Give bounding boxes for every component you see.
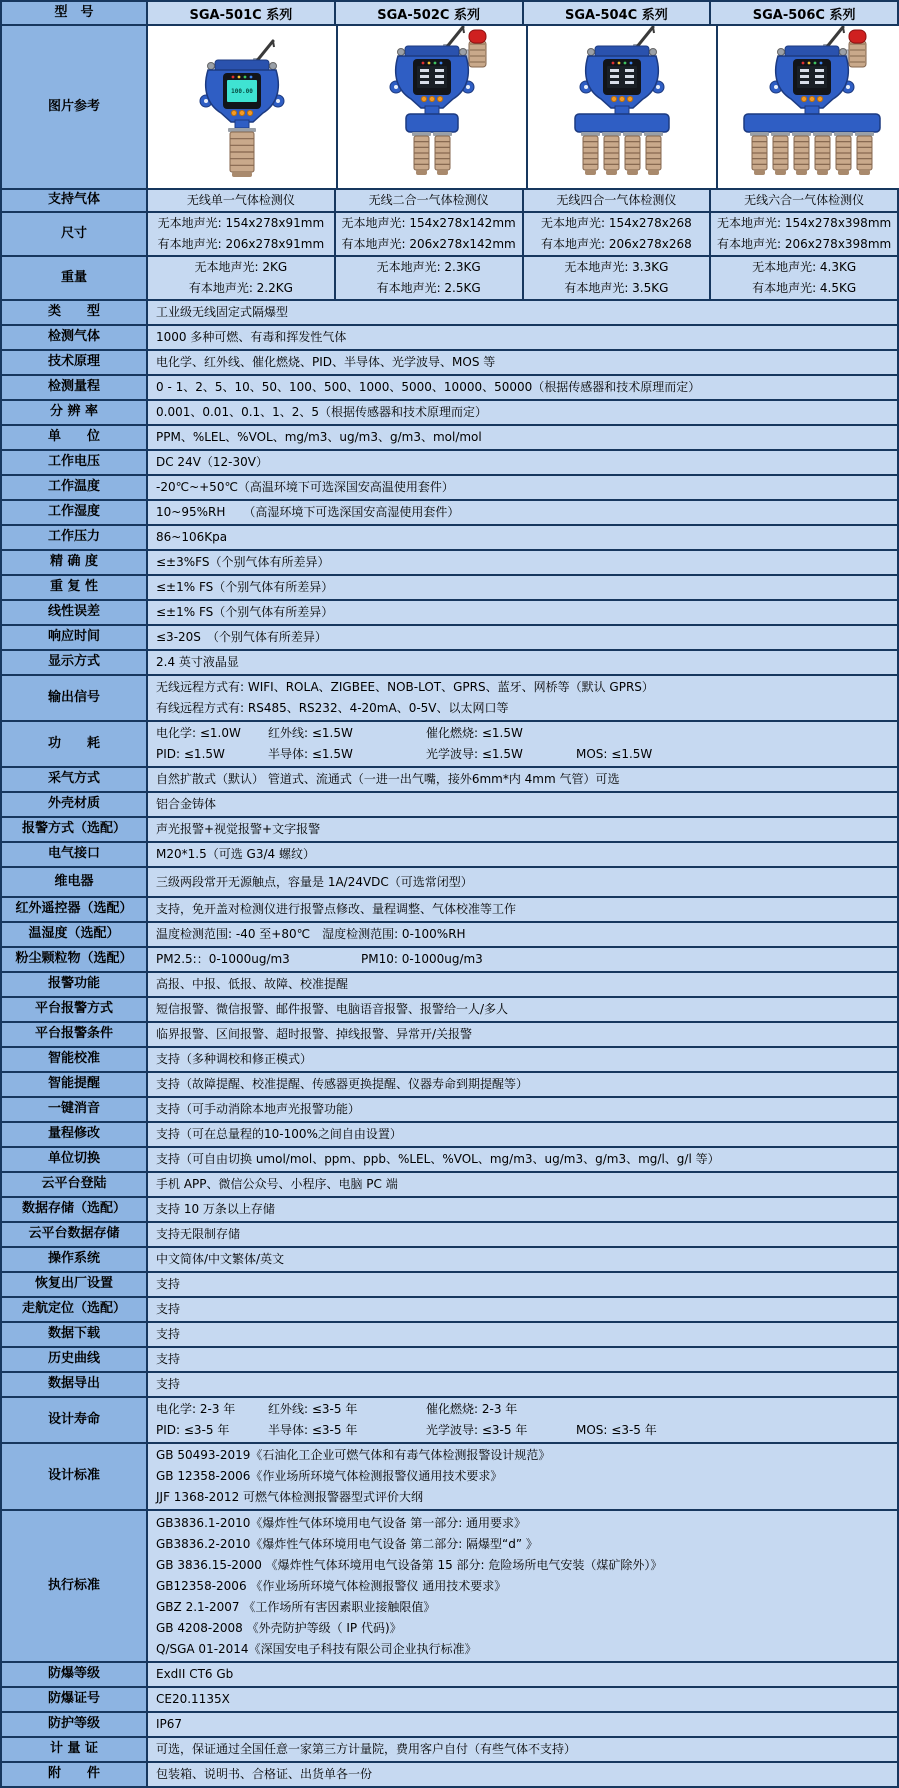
size-line: 有本地声光: 206x278x142mm — [341, 237, 516, 251]
spec-value-line: GB 3836.15-2000 《爆炸性气体环境用电气设备第 15 部分: 危险场所电气安装（煤矿除外）》 — [156, 1557, 663, 1572]
spec-value — [146, 1763, 897, 1786]
spec-value-line: 支持（可自由切换 umol/mol、ppm、ppb、%LEL、%VOL、mg/m3、ug/m3、g/m3、mg/l、g/l 等） — [156, 1152, 720, 1166]
spec-row — [2, 1098, 897, 1123]
spec-row — [2, 551, 897, 576]
spec-label: 数据下载 — [2, 1323, 146, 1346]
spec-value-line: GB 50493-2019《石油化工企业可燃气体和有毒气体检测报警设计规范》 — [156, 1448, 551, 1462]
product-image-sga-504c — [526, 26, 716, 188]
spec-row — [2, 1023, 897, 1048]
spec-label: 重 复 性 — [2, 576, 146, 599]
spec-row — [2, 401, 897, 426]
spec-value-line — [156, 1399, 889, 1420]
spec-row — [2, 1073, 897, 1098]
spec-row — [2, 1688, 897, 1713]
spec-value — [146, 1348, 897, 1371]
spec-row — [2, 1298, 897, 1323]
size-value — [146, 213, 334, 255]
spec-row — [2, 1123, 897, 1148]
spec-label: 云平台数据存储 — [2, 1223, 146, 1246]
spec-row — [2, 676, 897, 722]
spec-label: 防爆证号 — [2, 1688, 146, 1711]
spec-value-line: ≤±1% FS（个别气体有所差异） — [156, 580, 334, 594]
spec-value — [146, 1298, 897, 1321]
spec-row — [2, 998, 897, 1023]
spec-value-segment: 电化学: 2-3 年 — [156, 1402, 236, 1416]
spec-value — [146, 1173, 897, 1196]
gas-value — [146, 190, 334, 211]
spec-label: 操作系统 — [2, 1248, 146, 1271]
spec-value-line: 支持（多种调校和修正模式） — [156, 1052, 313, 1066]
spec-value-line: PPM、%LEL、%VOL、mg/m3、ug/m3、g/m3、mol/mol — [156, 430, 482, 444]
spec-row — [2, 376, 897, 401]
spec-value-line: 0 - 1、2、5、10、50、100、500、1000、5000、10000、50000（根据传感器和技术原理而定） — [156, 380, 701, 394]
size-value — [334, 213, 522, 255]
spec-value-line: 2.4 英寸液晶显 — [156, 655, 239, 669]
spec-label: 数据导出 — [2, 1373, 146, 1396]
spec-row — [2, 1173, 897, 1198]
spec-label: 智能校准 — [2, 1048, 146, 1071]
spec-value-line: 10~95%RH （高湿环境下可选深国安高湿使用套件） — [156, 505, 460, 519]
gas-text: 无线四合一气体检测仪 — [556, 193, 677, 207]
spec-value-line: Q/SGA 01-2014《深国安电子科技有限公司企业执行标准》 — [156, 1641, 477, 1656]
spec-label: 工作湿度 — [2, 501, 146, 524]
spec-value-line: CE20.1135X — [156, 1692, 230, 1706]
wireless-2in1-gas-detector-illustration — [338, 26, 526, 188]
spec-label: 粉尘颗粒物（选配） — [2, 948, 146, 971]
spec-label: 平台报警条件 — [2, 1023, 146, 1046]
spec-row — [2, 1511, 897, 1663]
spec-value-line: 86~106Kpa — [156, 530, 228, 544]
image-row-label: 图片参考 — [2, 26, 146, 188]
spec-row — [2, 898, 897, 923]
gas-row-label: 支持气体 — [2, 190, 146, 211]
spec-row — [2, 1048, 897, 1073]
gas-row — [2, 190, 897, 213]
spec-label: 工作温度 — [2, 476, 146, 499]
size-line: 有本地声光: 206x278x91mm — [157, 237, 325, 251]
spec-label: 响应时间 — [2, 626, 146, 649]
spec-value — [146, 1738, 897, 1761]
spec-value — [146, 476, 897, 499]
size-line: 无本地声光: 154x278x91mm — [157, 216, 325, 230]
spec-value — [146, 601, 897, 624]
spec-value — [146, 1048, 897, 1071]
spec-value — [146, 351, 897, 374]
spec-value — [146, 1098, 897, 1121]
spec-value — [146, 722, 897, 766]
spec-value — [146, 868, 897, 896]
spec-value — [146, 818, 897, 841]
spec-label: 功 耗 — [2, 722, 146, 766]
spec-label: 量程修改 — [2, 1123, 146, 1146]
spec-row — [2, 1373, 897, 1398]
spec-value — [146, 898, 897, 921]
spec-value — [146, 676, 897, 720]
spec-row — [2, 1248, 897, 1273]
spec-label: 数据存储（选配） — [2, 1198, 146, 1221]
spec-value — [146, 1073, 897, 1096]
spec-value-line: 支持 — [156, 1352, 181, 1366]
spec-value — [146, 401, 897, 424]
spec-value-line: 临界报警、区间报警、超时报警、掉线报警、异常开/关报警 — [156, 1027, 473, 1041]
model-name-sga-501c: SGA-501C 系列 — [146, 2, 334, 24]
spec-value-line: 0.001、0.01、0.1、1、2、5（根据传感器和技术原理而定） — [156, 405, 488, 419]
spec-row — [2, 1763, 897, 1786]
spec-value-segment: 催化燃烧: 2-3 年 — [426, 1402, 518, 1416]
spec-value-line: 支持（可在总量程的10-100%之间自由设置） — [156, 1127, 402, 1141]
spec-label: 历史曲线 — [2, 1348, 146, 1371]
spec-value — [146, 501, 897, 524]
spec-value — [146, 973, 897, 996]
spec-row — [2, 973, 897, 998]
spec-value-segment: 催化燃烧: ≤1.5W — [426, 726, 523, 740]
spec-label: 平台报警方式 — [2, 998, 146, 1021]
spec-value-line: GB 12358-2006《作业场所环境气体检测报警仪通用技术要求》 — [156, 1469, 503, 1483]
spec-label: 报警方式（选配） — [2, 818, 146, 841]
spec-value — [146, 451, 897, 474]
spec-value-line: 支持 10 万条以上存储 — [156, 1202, 275, 1216]
spec-row — [2, 793, 897, 818]
spec-label: 温湿度（选配） — [2, 923, 146, 946]
spec-label: 一键消音 — [2, 1098, 146, 1121]
spec-value-segment: 电化学: ≤1.0W — [156, 726, 241, 740]
wireless-4in1-gas-detector-illustration — [528, 26, 716, 188]
spec-value — [146, 376, 897, 399]
spec-value — [146, 651, 897, 674]
spec-label: 分 辨 率 — [2, 401, 146, 424]
spec-row — [2, 1444, 897, 1511]
spec-row — [2, 426, 897, 451]
spec-label: 输出信号 — [2, 676, 146, 720]
spec-label: 类 型 — [2, 301, 146, 324]
spec-value-line: 支持，免开盖对检测仪进行报警点修改、量程调整、气体校准等工作 — [156, 902, 517, 916]
spec-value-line: ≤±3%FS（个别气体有所差异） — [156, 555, 330, 569]
spec-label: 采气方式 — [2, 768, 146, 791]
spec-value-line — [156, 1420, 889, 1441]
spec-value-segment: PID: ≤3-5 年 — [156, 1423, 230, 1437]
spec-value-line — [156, 744, 889, 765]
spec-row — [2, 651, 897, 676]
size-line: 无本地声光: 154x278x268 — [540, 216, 692, 230]
spec-label: 云平台登陆 — [2, 1173, 146, 1196]
spec-row — [2, 768, 897, 793]
spec-label: 设计寿命 — [2, 1398, 146, 1442]
spec-value — [146, 1198, 897, 1221]
spec-row — [2, 601, 897, 626]
size-value — [709, 213, 897, 255]
spec-value-segment: PM10: 0-1000ug/m3 — [361, 952, 483, 966]
spec-value — [146, 551, 897, 574]
spec-value — [146, 1323, 897, 1346]
spec-value-line: JJF 1368-2012 可燃气体检测报警器型式评价大纲 — [156, 1490, 424, 1504]
spec-value — [146, 793, 897, 816]
spec-label: 单位切换 — [2, 1148, 146, 1171]
spec-value-line: 工业级无线固定式隔爆型 — [156, 305, 289, 319]
spec-value-line: GB3836.2-2010《爆炸性气体环境用电气设备 第二部分: 隔爆型“d” 》 — [156, 1536, 538, 1551]
weight-line: 无本地声光: 2KG — [194, 260, 288, 274]
weight-line: 无本地声光: 2.3KG — [376, 260, 481, 274]
spec-label: 维电器 — [2, 868, 146, 896]
spec-value-segment: PM2.5:：0-1000ug/m3 — [156, 952, 290, 966]
spec-row — [2, 326, 897, 351]
model-name-sga-504c: SGA-504C 系列 — [522, 2, 710, 24]
spec-value-line: ≤±1% FS（个别气体有所差异） — [156, 605, 334, 619]
spec-row — [2, 451, 897, 476]
spec-row — [2, 818, 897, 843]
spec-row — [2, 948, 897, 973]
spec-value-line: ≤3-20S （个别气体有所差异） — [156, 630, 327, 644]
spec-value — [146, 768, 897, 791]
spec-value — [146, 526, 897, 549]
spec-value-segment: 半导体: ≤1.5W — [268, 747, 353, 761]
spec-value-line: GB3836.1-2010《爆炸性气体环境用电气设备 第一部分: 通用要求》 — [156, 1515, 527, 1530]
spec-label: 电气接口 — [2, 843, 146, 866]
image-row — [2, 26, 897, 190]
spec-label: 防护等级 — [2, 1713, 146, 1736]
spec-value-line: 手机 APP、微信公众号、小程序、电脑 PC 端 — [156, 1177, 398, 1191]
size-line: 无本地声光: 154x278x142mm — [341, 216, 516, 230]
spec-value-line: -20℃~+50℃（高温环境下可选深国安高温使用套件） — [156, 480, 454, 494]
spec-value — [146, 1688, 897, 1711]
spec-value-line: 支持无限制存储 — [156, 1227, 241, 1241]
spec-label: 报警功能 — [2, 973, 146, 996]
spec-value-line: 支持 — [156, 1277, 181, 1291]
spec-label: 附 件 — [2, 1763, 146, 1786]
gas-value — [709, 190, 897, 211]
spec-value-line: GB12358-2006 《作业场所环境气体检测报警仪 通用技术要求》 — [156, 1578, 507, 1593]
weight-line: 有本地声光: 2.2KG — [188, 281, 293, 295]
size-row — [2, 213, 897, 257]
spec-row — [2, 301, 897, 326]
spec-value — [146, 923, 897, 946]
spec-value — [146, 998, 897, 1021]
spec-value — [146, 301, 897, 324]
spec-row — [2, 626, 897, 651]
gas-text: 无线六合一气体检测仪 — [744, 193, 865, 207]
spec-value-line: 中文简体/中文繁体/英文 — [156, 1252, 285, 1266]
spec-value-line: 声光报警+视觉报警+文字报警 — [156, 822, 321, 836]
table-header-row — [2, 2, 897, 26]
weight-line: 无本地声光: 3.3KG — [564, 260, 669, 274]
spec-row — [2, 1738, 897, 1763]
spec-row — [2, 1398, 897, 1444]
spec-value-line: 高报、中报、低报、故障、校准提醒 — [156, 977, 349, 991]
spec-label: 防爆等级 — [2, 1663, 146, 1686]
spec-row — [2, 1198, 897, 1223]
spec-value — [146, 1123, 897, 1146]
weight-row-label: 重量 — [2, 257, 146, 299]
weight-row — [2, 257, 897, 301]
spec-value-segment: PID: ≤1.5W — [156, 747, 225, 761]
spec-value — [146, 1444, 897, 1509]
spec-value-line: GB 4208-2008 《外壳防护等级（ IP 代码)》 — [156, 1620, 402, 1635]
spec-value-line: ExdII CT6 Gb — [156, 1667, 234, 1681]
gas-value — [522, 190, 710, 211]
spec-label: 检测量程 — [2, 376, 146, 399]
spec-value-segment: 光学波导: ≤1.5W — [426, 747, 523, 761]
spec-label: 计 量 证 — [2, 1738, 146, 1761]
spec-label: 线性误差 — [2, 601, 146, 624]
spec-value-line: M20*1.5（可选 G3/4 螺纹） — [156, 847, 315, 861]
spec-value-line: 自然扩散式（默认） 管道式、流通式（一进一出气嘴，接外6mm*内 4mm 气管）可选 — [156, 772, 620, 786]
spec-value-line: 有线远程方式有: RS485、RS232、4-20mA、0-5V、以太网口等 — [156, 701, 509, 715]
svg-text:100.00: 100.00 — [231, 88, 253, 95]
spec-value-line — [156, 949, 889, 970]
weight-line: 有本地声光: 2.5KG — [376, 281, 481, 295]
spec-row — [2, 526, 897, 551]
size-line: 有本地声光: 206x278x268 — [540, 237, 692, 251]
model-row-label: 型 号 — [2, 2, 146, 24]
product-image-sga-506c — [716, 26, 899, 188]
spec-value — [146, 426, 897, 449]
weight-line: 有本地声光: 3.5KG — [564, 281, 669, 295]
weight-value — [334, 257, 522, 299]
spec-label: 外壳材质 — [2, 793, 146, 816]
spec-value — [146, 626, 897, 649]
spec-value — [146, 1373, 897, 1396]
spec-value — [146, 1248, 897, 1271]
spec-row — [2, 1713, 897, 1738]
product-image-sga-501c — [146, 26, 336, 188]
spec-row — [2, 868, 897, 898]
spec-label: 单 位 — [2, 426, 146, 449]
spec-value-segment: 红外线: ≤1.5W — [268, 726, 353, 740]
spec-row — [2, 1148, 897, 1173]
spec-value — [146, 1148, 897, 1171]
spec-row — [2, 1223, 897, 1248]
weight-value — [146, 257, 334, 299]
spec-value — [146, 1713, 897, 1736]
spec-value-line — [156, 723, 889, 744]
spec-label: 检测气体 — [2, 326, 146, 349]
gas-text: 无线二合一气体检测仪 — [368, 193, 489, 207]
spec-row — [2, 501, 897, 526]
spec-value-line: 支持 — [156, 1327, 181, 1341]
spec-value-line: IP67 — [156, 1717, 183, 1731]
spec-value — [146, 948, 897, 971]
spec-label: 设计标准 — [2, 1444, 146, 1509]
wireless-single-gas-detector-illustration — [148, 26, 336, 188]
wireless-6in1-gas-detector-illustration — [718, 26, 899, 188]
spec-value — [146, 1223, 897, 1246]
spec-value — [146, 1663, 897, 1686]
spec-label: 精 确 度 — [2, 551, 146, 574]
spec-label: 红外遥控器（选配） — [2, 898, 146, 921]
spec-value-line: 三级两段常开无源触点，容量是 1A/24VDC（可选常闭型） — [156, 874, 473, 889]
spec-value — [146, 326, 897, 349]
spec-label: 智能提醒 — [2, 1073, 146, 1096]
gas-text: 无线单一气体检测仪 — [186, 193, 295, 207]
spec-value — [146, 1511, 897, 1661]
spec-value — [146, 1023, 897, 1046]
spec-value-line: 无线远程方式有: WIFI、ROLA、ZIGBEE、NOB-LOT、GPRS、蓝牙、网桥等（默认 GPRS） — [156, 680, 654, 694]
size-line: 无本地声光: 154x278x398mm — [717, 216, 892, 230]
spec-value-segment: MOS: ≤1.5W — [576, 747, 653, 761]
spec-value-line: 电化学、红外线、催化燃烧、PID、半导体、光学波导、MOS 等 — [156, 355, 496, 369]
spec-rows-container — [2, 301, 897, 1786]
spec-label: 工作电压 — [2, 451, 146, 474]
spec-label: 显示方式 — [2, 651, 146, 674]
spec-value-segment: 半导体: ≤3-5 年 — [268, 1423, 358, 1437]
size-line: 有本地声光: 206x278x398mm — [717, 237, 892, 251]
spec-value-line: 可选，保证通过全国任意一家第三方计量院，费用客户自付（有些气体不支持） — [156, 1742, 577, 1756]
size-value — [522, 213, 710, 255]
spec-value-line: 温度检测范围: -40 至+80℃ 湿度检测范围: 0-100%RH — [156, 927, 466, 941]
spec-value-line: 短信报警、微信报警、邮件报警、电脑语音报警、报警给一人/多人 — [156, 1002, 509, 1016]
spec-label: 工作压力 — [2, 526, 146, 549]
spec-row — [2, 576, 897, 601]
weight-line: 无本地声光: 4.3KG — [752, 260, 857, 274]
spec-value-line: 支持 — [156, 1302, 181, 1316]
weight-value — [709, 257, 897, 299]
spec-value-line: 1000 多种可燃、有毒和挥发性气体 — [156, 330, 347, 344]
spec-label: 执行标准 — [2, 1511, 146, 1661]
weight-value — [522, 257, 710, 299]
spec-value — [146, 843, 897, 866]
spec-row — [2, 1273, 897, 1298]
model-name-sga-502c: SGA-502C 系列 — [334, 2, 522, 24]
gas-value — [334, 190, 522, 211]
spec-row — [2, 923, 897, 948]
spec-row — [2, 843, 897, 868]
spec-row — [2, 476, 897, 501]
spec-row — [2, 1323, 897, 1348]
product-image-sga-502c — [336, 26, 526, 188]
spec-value-line: 支持 — [156, 1377, 181, 1391]
weight-line: 有本地声光: 4.5KG — [752, 281, 857, 295]
spec-value-line: GBZ 2.1-2007 《工作场所有害因素职业接触限值》 — [156, 1599, 436, 1614]
spec-value — [146, 1273, 897, 1296]
spec-value-line: DC 24V（12-30V） — [156, 455, 268, 469]
spec-row — [2, 351, 897, 376]
spec-row — [2, 1663, 897, 1688]
spec-row — [2, 1348, 897, 1373]
spec-value — [146, 1398, 897, 1442]
spec-label: 恢复出厂设置 — [2, 1273, 146, 1296]
spec-value-segment: MOS: ≤3-5 年 — [576, 1423, 657, 1437]
spec-label: 走航定位（选配） — [2, 1298, 146, 1321]
spec-row — [2, 722, 897, 768]
size-row-label: 尺寸 — [2, 213, 146, 255]
spec-value-line: 包装箱、说明书、合格证、出货单各一份 — [156, 1767, 373, 1781]
spec-value-line: 支持（可手动消除本地声光报警功能） — [156, 1102, 361, 1116]
model-name-sga-506c: SGA-506C 系列 — [709, 2, 897, 24]
spec-value-line: 支持（故障提醒、校准提醒、传感器更换提醒、仪器寿命到期提醒等） — [156, 1077, 529, 1091]
spec-value — [146, 576, 897, 599]
spec-value-segment: 红外线: ≤3-5 年 — [268, 1402, 358, 1416]
spec-value-line: 铝合金铸体 — [156, 797, 217, 811]
spec-value-segment: 光学波导: ≤3-5 年 — [426, 1423, 528, 1437]
spec-label: 技术原理 — [2, 351, 146, 374]
